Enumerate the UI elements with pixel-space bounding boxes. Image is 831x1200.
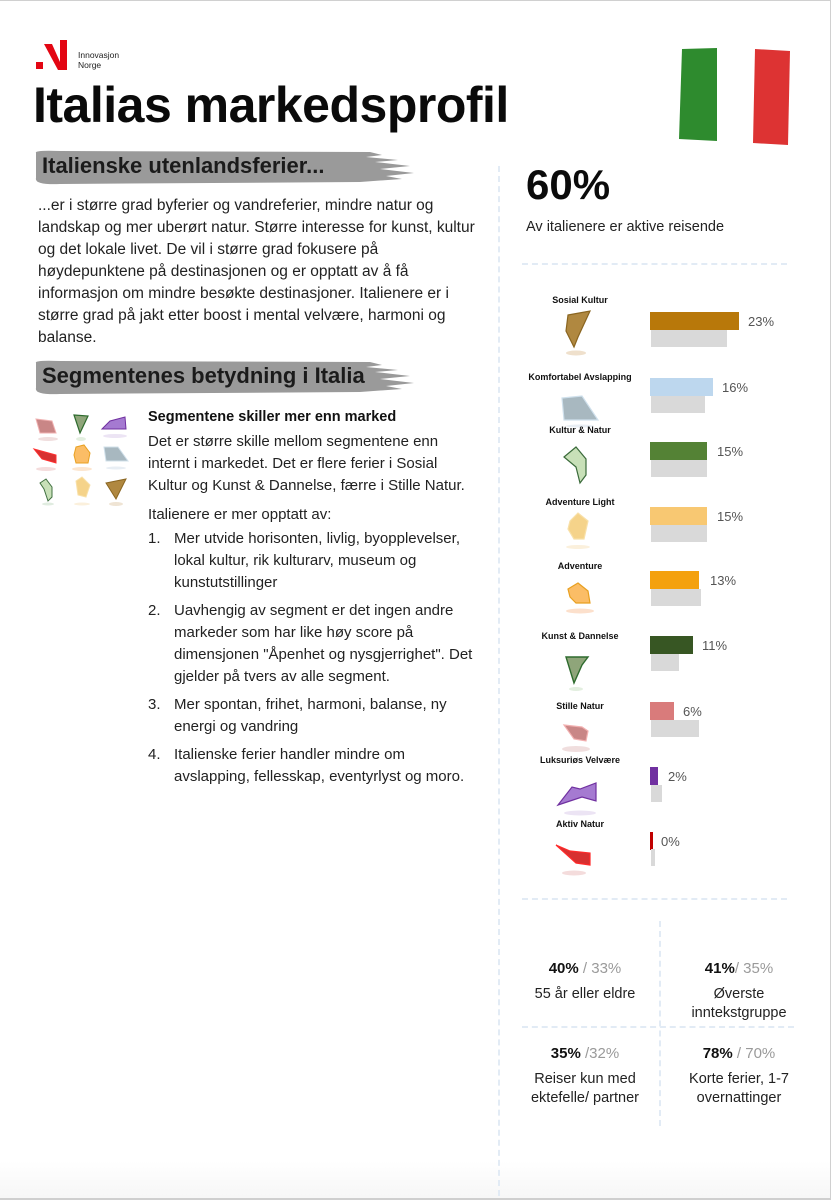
list-item: 4. Italienske ferier handler mindre om avslapping, fellesskap, eventyrlyst og moro. — [148, 746, 465, 785]
segment-row-stille-natur: Stille Natur 6% — [510, 701, 810, 771]
stat-income: 41%/ 35% Øverste inntekstgruppe — [691, 960, 787, 1021]
segment-row-adventure: Adventure 13% — [510, 561, 810, 631]
bar-italia — [650, 507, 707, 525]
bar-reference — [651, 849, 655, 866]
adventure-light-mini-icon — [74, 477, 90, 506]
sosial-kultur-mini-icon — [106, 479, 126, 506]
intro-paragraph: ...er i større grad byferier og vandreferier, mindre natur og landskap og mer uberørt natur. Større interesse for kunst, kultur og det lokale livet. De vil i større grad fokusere på høydepunktene på destinasjonen og er opptatt av å få informasjon om mindre besøkte destinasjoner. Italienere er i større grad på jakt etter boost i mental velvære, harmoni og balanse. — [38, 197, 475, 346]
stat-age: 40% / 33% 55 år eller eldre — [534, 960, 636, 1002]
adventure-shape-icon — [550, 573, 610, 623]
segment-row-adventure-light: Adventure Light 15% — [510, 497, 810, 567]
bar-italia — [650, 702, 674, 720]
stat-partner: 35% /32% Reiser kun med ektefelle/ partner — [530, 1045, 639, 1106]
stille-natur-mini-icon — [36, 419, 58, 441]
list-item: 1. Mer utvide horisonten, livlig, byopplevelser, lokal kultur, rik kulturarv, museum og kunstutstillinger — [148, 530, 460, 591]
active-travellers-value: 60% — [526, 161, 611, 208]
bar-reference — [651, 654, 679, 671]
segment-row-kunst-dannelse: Kunst & Dannelse 11% — [510, 631, 810, 701]
luksurios-velvaere-shape-icon — [550, 767, 610, 817]
bar-reference — [651, 525, 707, 542]
italy-flag-icon — [675, 45, 795, 145]
bar-italia — [650, 312, 739, 330]
aktiv-natur-shape-icon — [550, 831, 610, 881]
logo-text-line2: Norge — [78, 60, 102, 70]
bar-reference — [651, 589, 701, 606]
segment-row-aktiv-natur: Aktiv Natur 0% — [510, 819, 810, 889]
bar-italia — [650, 767, 658, 785]
innovasjon-norge-logo — [36, 38, 156, 72]
kunst-dannelse-mini-icon — [74, 415, 88, 441]
bar-reference — [651, 330, 727, 347]
active-travellers-label: Av italienere er aktive reisende — [526, 219, 725, 235]
section-heading-segmenter: Segmentenes betydning i Italia — [30, 358, 420, 398]
segment-list-lead: Italienere er mer opptatt av: — [148, 506, 332, 523]
logo-text-line1: Innovasjon — [78, 50, 120, 60]
section-heading-ferier: Italienske utenlandsferier... — [30, 148, 420, 188]
segment-row-sosial-kultur: Sosial Kultur 23% — [510, 295, 810, 365]
bar-italia — [650, 378, 713, 396]
segment-description: Det er større skille mellom segmentene enn internt i markedet. Det er flere ferier i Sosial Kultur og Kunst & Dannelse, færre i Stille Natur. — [148, 433, 465, 494]
divider — [522, 263, 787, 265]
kunst-dannelse-shape-icon — [550, 643, 610, 693]
bar-italia — [650, 442, 707, 460]
segment-row-luksurios-velvaere: Luksuriøs Velvære 2% — [510, 755, 810, 825]
bar-reference — [651, 785, 662, 802]
bar-italia — [650, 636, 693, 654]
stat-short-trips: 78% / 70% Korte ferier, 1-7 overnattinger — [689, 1045, 789, 1106]
luksurios-velvaere-mini-icon — [102, 417, 127, 438]
divider — [522, 898, 787, 900]
bar-reference — [651, 720, 699, 737]
list-item: 2. Uavhengig av segment er det ingen andre markeder som har like høy score på dimensjonen "Åpenhet og nysgjerrighet". Det gjelder på tvers av alle segment. — [148, 602, 473, 685]
aktiv-natur-mini-icon — [34, 449, 56, 471]
stats-grid-divider-horizontal — [522, 1026, 794, 1028]
bar-italia — [650, 832, 653, 850]
kultur-natur-shape-icon — [550, 437, 610, 487]
adventure-mini-icon — [72, 445, 92, 471]
adventure-light-shape-icon — [550, 509, 610, 559]
sosial-kultur-shape-icon — [550, 307, 610, 357]
bar-italia — [650, 571, 699, 589]
interest-list — [148, 528, 478, 794]
list-item: 3. Mer spontan, frihet, harmoni, balanse, ny energi og vandring — [148, 696, 447, 735]
segment-subheading: Segmentene skiller mer enn marked — [148, 409, 397, 425]
bar-reference — [651, 396, 705, 413]
logo-mark-icon — [36, 38, 72, 72]
segment-row-kultur-natur: Kultur & Natur 15% — [510, 425, 810, 495]
column-divider — [498, 166, 500, 1196]
komfortabel-avslapping-mini-icon — [104, 447, 128, 470]
page-title: Italias markedsprofil — [33, 77, 509, 133]
bar-reference — [651, 460, 707, 477]
kultur-natur-mini-icon — [40, 479, 54, 506]
segment-row-komfortabel-avslapping: Komfortabel Avslapping 16% — [510, 372, 810, 442]
segment-icons-grid — [30, 411, 140, 521]
